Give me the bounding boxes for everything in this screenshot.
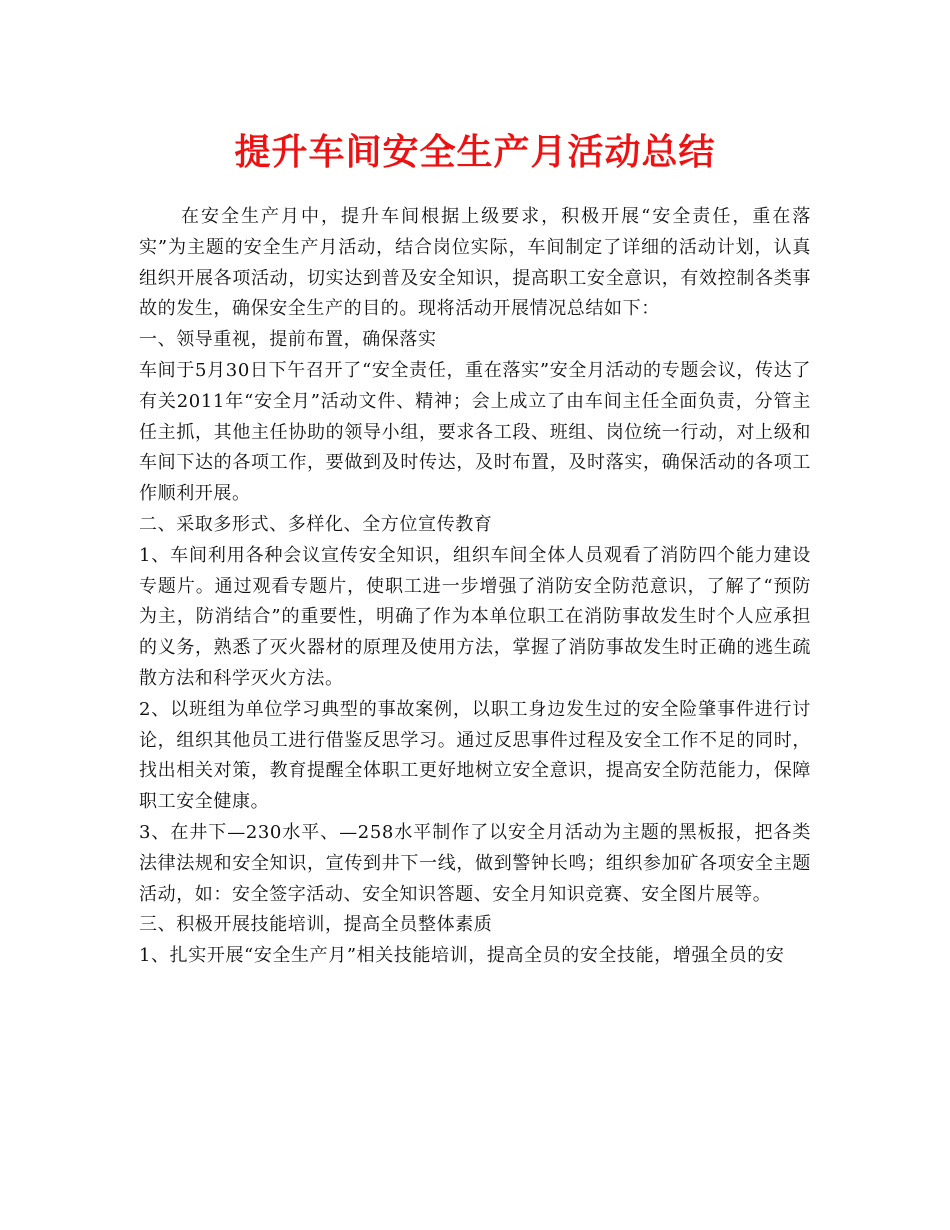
paragraph-training-1: 1、扎实开展“安全生产月”相关技能培训，提高全员的安全技能，增强全员的安 (139, 945, 785, 967)
document-body (139, 202, 811, 972)
section-heading-2: 二、采取多形式、多样化、全方位宣传教育 (139, 513, 493, 535)
page-title: 提升车间安全生产月活动总结 (234, 131, 716, 173)
section-heading-3: 三、积极开展技能培训，提高全员整体素质 (139, 914, 493, 936)
paragraph-item-2: 2、以班组为单位学习典型的事故案例，以职工身边发生过的安全险肇事件进行讨论，组织其他员工进行借鉴反思学习。通过反思事件过程及安全工作不足的同时，找出相关对策，教育提醒全体职工更好地树立安全意识，提高安全防范能力，保障职工安全健康。 (139, 698, 811, 813)
paragraph-item-1: 1、车间利用各种会议宣传安全知识，组织车间全体人员观看了消防四个能力建设专题片。通过观看专题片，使职工进一步增强了消防安全防范意识，了解了“预防为主，防消结合”的重要性，明确了作为本单位职工在消防事故发生时个人应承担的义务，熟悉了灭火器材的原理及使用方法，掌握了消防事故发生时正确的逃生疏散方法和科学灭火方法。 (139, 544, 811, 689)
paragraph-meeting: 车间于5月30日下午召开了“安全责任，重在落实”安全月活动的专题会议，传达了有关2011年“安全月”活动文件、精神；会上成立了由车间主任全面负责，分管主任主抓，其他主任协助的领导小组，要求各工段、班组、岗位统一行动，对上级和车间下达的各项工作，要做到及时传达，及时布置，及时落实，确保活动的各项工作顺利开展。 (139, 359, 811, 505)
paragraph-item-3: 3、在井下—230水平、—258水平制作了以安全月活动为主题的黑板报，把各类法律法规和安全知识，宣传到井下一线，做到警钟长鸣；组织参加矿各项安全主题活动，如：安全签字活动、安全知识答题、安全月知识竞赛、安全图片展等。 (139, 821, 811, 905)
intro-paragraph: 在安全生产月中，提升车间根据上级要求，积极开展“安全责任，重在落实”为主题的安全生产月活动，结合岗位实际，车间制定了详细的活动计划，认真组织开展各项活动，切实达到普及安全知识，提高职工安全意识，有效控制各类事故的发生，确保安全生产的目的。现将活动开展情况总结如下： (139, 206, 811, 320)
section-heading-1: 一、领导重视，提前布置，确保落实 (139, 329, 437, 351)
